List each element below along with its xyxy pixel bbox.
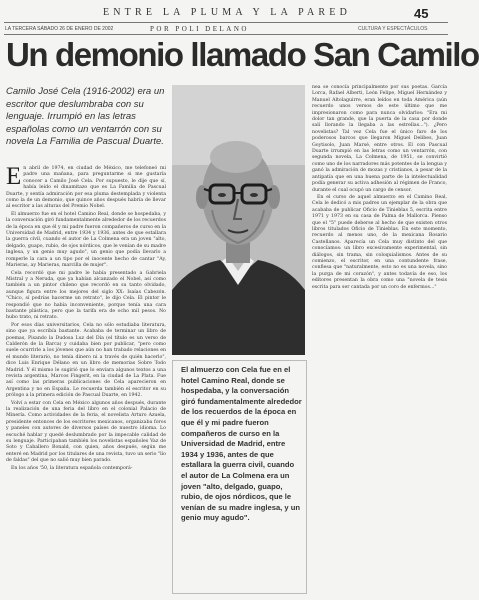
drop-cap: E (6, 163, 22, 190)
byline: POR POLI DELANO (150, 25, 249, 33)
paragraph: En el curso de aquel almuerzo en el Camino Real, Cela le dedicó a mis padres un ejemplar de la obra que acababa de publicar Oficio de Tinieblas 5, escrita entre 1971 y 1973 en su casa de Palma de Mallorca. Pienso que el "5" puede deberse al hecho de que existen otros libros titulados Oficio de Tinieblas. En este momento, recuerdo al menos uno, de la mexicana Rosario Castellanos. Aparecía un Cela muy distinto del que conocíamos: un libro excesivamente experimental, sin diálogos, sin trama, sin coloquialismos. Antes de su comienzo, el escritor, en una contundente frase, confiesa que "naturalmente, esto no es una novela, sino la purga de mi corazón", y antes todavía de eso, los editores presentan la obra como una "novela de tesis escrita para ser cantada por un coro de enfermos..." (312, 194, 447, 290)
paragraph: n abril de 1974, en ciudad de México, me telefoneó mi padre una mañana, para preguntarme si me gustaría conocer a Camilo José Cela. Por supuesto, le dije que sí, había leído el dinamitazo que es La Familia de Pascual Duarte, y sentía admiración por esa pluma destemplada y violenta como la de un demonio, que quince años después habría de llevar al escritor a las alturas del Premio Nobel. (6, 166, 166, 210)
column-title: ENTRE LA PLUMA Y LA PARED (102, 7, 352, 18)
publication-dateline: LA TERCERA SÁBADO 26 DE ENERO DE 2002 (5, 26, 114, 32)
paragraph: En los años '50, la literatura española contemporá- (11, 465, 133, 471)
paragraph: nea se conocía principalmente por sus poetas. García Lorca, Rafael Alberti, León Felipe, Miguel Hernández y Manuel Altolaguirre, eran leídos en toda América (aún recuerdo unos versos de este último que me impresionaron como para nunca olvidarlos: "Era mi dolor tan grande, que la puerta de la casa por donde salí llorando la llegaba a las estrellas..."). ¿Pero novelistas? Tal vez Cela fue el único faro de los poderosos barcos que llegaron Miguel Delibes, Juan Goytisolo, Juan Marsé, entre otros. El con Pascual Duarte irrumpió en las letras como un ventarrón, con segunda novela, La Colmena, de 1951, se convirtió como uno de los narradores más potentes de la lengua y ganó la admiración de mozas y cristianos, a pesar de la antipatía que en una buena parte de la intelectualidad podía generar su activa adhesión al régimen de Franco, durante el cual ocupó un cargo de censor. (312, 85, 447, 193)
pull-quote: El almuerzo con Cela fue en el hotel Camino Real, donde se hospedaba, y la conversación giró fundamentalmente alrededor de los recuerdos de la época en que él y mi padre fueron compañeros de curso en la Universidad de Madrid, entre 1934 y 1936, antes de que estallara la guerra civil, cuando el autor de La Colmena era un joven "alto, delgado, guapo, rubio, de ojos nórdicos, que le venían de su madre inglesa, y un genio muy agudo". (181, 365, 302, 523)
paragraph: Volví a estar con Cela en México algunos años después, durante la realización de una feria del libro en el colonial Palacio de Minería. Como actividades de la feria, el novelista Arturo Azuela, presidente entonces de los escritores mexicanos, organizaba foros y paneles con autores de diversos países de nuestro idioma. Lo escuché hablar y quedé deslumbrado por la impecable calidad de su lenguaje. Participaban también los novelistas españoles Vaz de Soto y Caballero Bonald, con quien, años después, según me enteré en Madrid por los titulares de una revista, tuvo un serio "lío de faldas" del que no salió muy bien parado. (6, 400, 166, 464)
headline: Un demonio llamado San Camilo (6, 36, 479, 73)
article-column-right (312, 85, 447, 290)
author-portrait-photo (172, 85, 305, 355)
article-column-left (6, 163, 167, 596)
header-rule-bottom (4, 34, 448, 35)
paragraph: Por esos días universitarios, Cela no sólo estudiaba literatura, sino que ya escribía bastante. Acababa de terminar un libro de poemas, Pisando la Dudosa Luz del Día (el título es un verso de Calderón de la Barca) y cuidaba bien por publicar, "pero como suele ocurrirle a los jóvenes que aún no han trabado relaciones en el mundo literario, no tenía dinero ni a través de quién hacerlo", dice Luis Enrique Délano en un libro de memorias Sobre Todo Madrid. Y él mismo le sugirió que lo enviara algunos textos a una revista argentina, Marcos Fingerit, en la ciudad de La Plata. Fue así como las primeras publicaciones de Cela aparecieron en Argentina y no en España. Le recuerda también el escritor en su prólogo a la primera edición de Pascual Duarte, en 1942. (6, 322, 166, 399)
paragraph: Cela recordó que mi padre le había presentado a Gabriela Mistral y a Neruda, que ya habían alcanzado el Nobel, así como también a un pintor chileno que recordó en su tanto olvidado, aunque figura entre los mejores del siglo XX: Isaías Cabezón. "Chico, sí podrías hacerme un retrato", le dijo Cela. El pintor le respondió que no había inconveniente, porque tenía una cara bastante plástica, pero que la tarifa era de ocho mil pesos. No hubo trato, ni retrato. (6, 270, 166, 321)
article-deck: Camilo José Cela (1916-2002) era un escritor que deslumbraba con su lenguaje. Irrumpió en las letras españolas como un ventarrón con su novela La Familia de Pascual Duarte. (6, 86, 165, 148)
section-label: CULTURA Y ESPECTÁCULOS (358, 26, 428, 32)
header-rule-top (4, 22, 448, 23)
page-number: 45 (414, 6, 429, 21)
paragraph: El almuerzo fue en el hotel Camino Real, donde se hospedaba, y la conversación giró fundamentalmente alrededor de los recuerdos de la época en que él y mi padre fueron compañeros de curso en la Universidad de Madrid, entre 1934 y 1936, antes de que estallara la guerra civil, cuando el autor de La Colmena era un joven "alto, delgado, guapo, rubio, de ojos nórdicos, que le venían de su madre inglesa, y un genio muy agudo", un genio que podía llevarlo a romperle la cara a un tipo por el inocente hecho de cantar "Ay, Marieras, ay Marieras, marcilla de mujer". (6, 211, 167, 269)
pull-quote-box (172, 360, 307, 594)
